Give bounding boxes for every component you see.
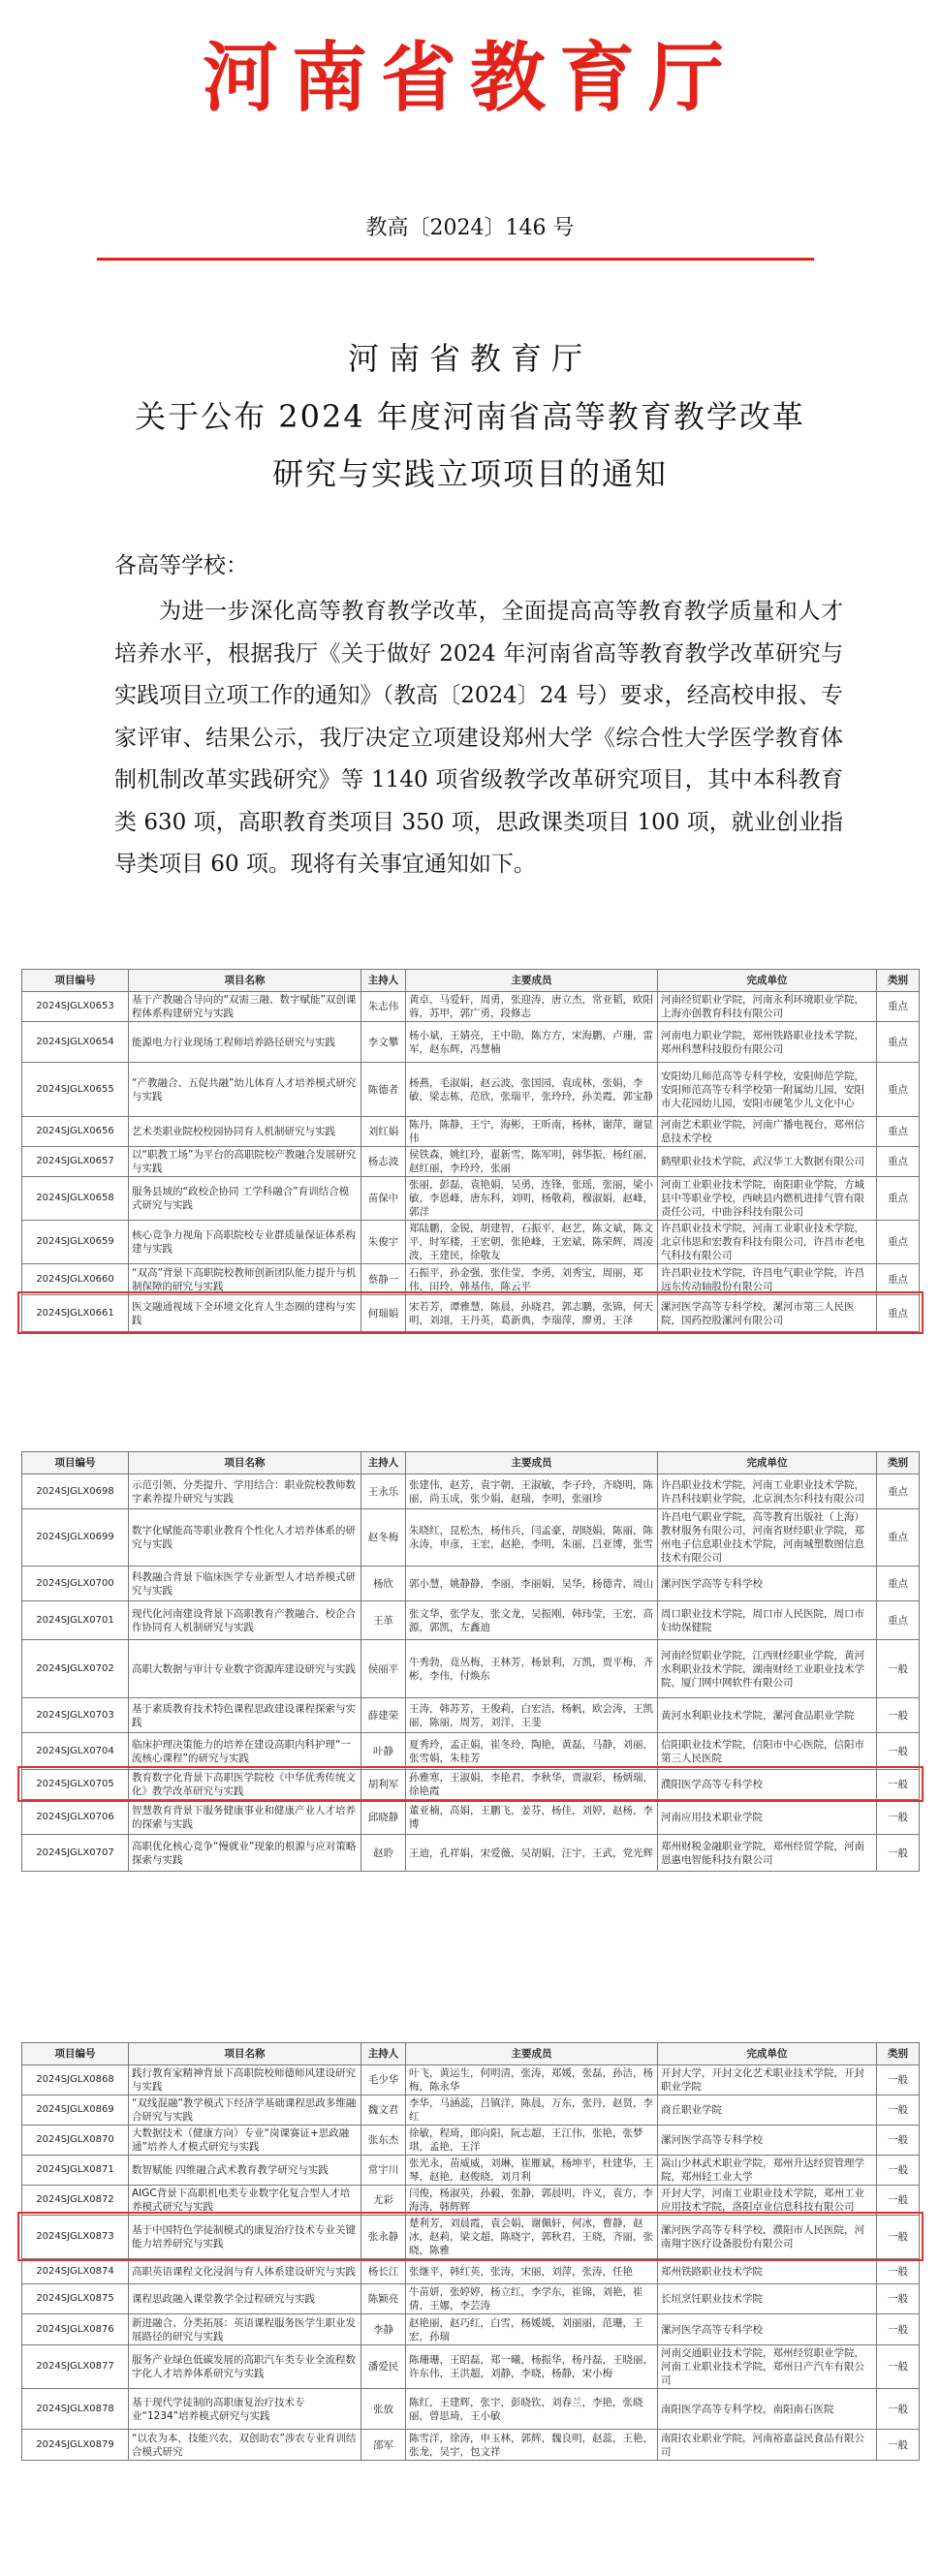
cell-unit: 漯河医学高等专科学校 [658, 1567, 877, 1601]
cell-cat: 一般 [877, 2126, 920, 2156]
column-header: 项目名称 [129, 2043, 361, 2065]
red-divider-line [97, 258, 814, 261]
column-header: 完成单位 [658, 970, 877, 992]
cell-name: 艺术类职业院校校园协同育人机制研究与实践 [129, 1117, 361, 1147]
table-row [22, 1800, 920, 1835]
cell-code: 2024SJGLX0872 [22, 2186, 129, 2216]
cell-host: 邱晓静 [361, 1800, 406, 1835]
cell-members: 张文华，张学友，张文龙，吴振刚，韩玮莹，王宏，高源，郭凯，左鑫迪 [406, 1601, 658, 1640]
cell-unit: 周口职业技术学院，周口市人民医院，周口市妇幼保健院 [658, 1601, 877, 1640]
cell-name: 现代化河南建设背景下高职教育产教融合、校企合作协同育人机制研究与实践 [129, 1601, 361, 1640]
cell-name: “双线混融”教学模式下经济学基础课程思政多维融合研究与实践 [129, 2095, 361, 2126]
cell-code: 2024SJGLX0704 [22, 1733, 129, 1770]
cell-members: 李华，马涵蕊，吕镇洋，陈晨，万东，张丹，赵贤，李红 [406, 2095, 658, 2126]
cell-members: 石振平，孙金强，张佳莹，李勇，刘秀宝，周丽，郑伟，田玲，韩基伟，陈云平 [406, 1264, 658, 1295]
notice-body: 为进一步深化高等教育教学改革，全面提高高等教育教学质量和人才培养水平，根据我厅《关于做好 2024 年河南省高等教育教学改革研究与实践项目立项工作的通知》（教高〔2024〕24 号）要求，经高校申报、专家评审、结果公示，我厅决定立项建设郑州大学《综合性大学医学教育体制机制改革实践研究》等 1140 项省级教学改革研究项目，其中本科教育类 630 项，高职教育类项目 350 项，思政课类项目 100 项，就业创业指导类项目 60 项。现将有关事宜通知如下。 [114, 599, 843, 877]
cell-name: 以“职教工场”为平台的高职院校产教融合发展研究与实践 [129, 1147, 361, 1177]
cell-members: 陈丹，陈静，王宁，海彬，王昕南，杨林，谢萍，谢显伟 [406, 1117, 658, 1147]
column-header: 项目编号 [22, 2043, 129, 2065]
cell-cat: 一般 [877, 2259, 920, 2284]
cell-unit: 河南经贸职业学院，江西财经职业学院，黄河水利职业技术学院，湖南财经工业职业技术学院，厦门网中网软件有限公司 [658, 1640, 877, 1698]
cell-cat: 一般 [877, 1770, 920, 1800]
cell-members: 楚利芳，刘晨霞，袁会娟，谢佩轩，何冰，曹静，赵冰，赵莉，梁文超，陈晓宇，郭秋君，王晓，齐丽，张晓，陈雅 [406, 2216, 658, 2259]
column-header: 完成单位 [658, 1452, 877, 1474]
cell-cat: 重点 [877, 992, 920, 1022]
table-row [22, 1835, 920, 1872]
cell-code: 2024SJGLX0656 [22, 1117, 129, 1147]
table-row [22, 1117, 920, 1147]
cell-cat: 重点 [877, 1295, 920, 1332]
table-row [22, 1063, 920, 1117]
cell-code: 2024SJGLX0878 [22, 2389, 129, 2430]
cell-members: 王涛，韩苏芳，王俊莉，白宏洁，杨帆，欧会涛，王凯丽，陈丽，周芳，刘洋，王斐 [406, 1698, 658, 1733]
table-row [22, 2284, 920, 2314]
cell-code: 2024SJGLX0874 [22, 2259, 129, 2284]
table-row [22, 2216, 920, 2259]
cell-unit: 漯河医学高等专科学校，濮阳市人民医院，河南翔宇医疗设备股份有限公司 [658, 2216, 877, 2259]
cell-members: 张丽，彭磊，袁艳娟，吴勇，连锋，张瑶，张丽，梁小敏，李恩峰，唐东科，刘明，杨敬莉，穆淑娟，赵峰，郭洋 [406, 1177, 658, 1221]
cell-unit: 河南艺术职业学院，河南广播电视台，郑州信息技术学校 [658, 1117, 877, 1147]
cell-host: 朱俊宇 [361, 1221, 406, 1264]
cell-code: 2024SJGLX0868 [22, 2065, 129, 2095]
table-row [22, 2259, 920, 2284]
cell-host: 魏文君 [361, 2095, 406, 2126]
column-header: 完成单位 [658, 2043, 877, 2065]
table-row [22, 2095, 920, 2126]
column-header: 项目名称 [129, 970, 361, 992]
table-header-row [22, 970, 920, 992]
cell-code: 2024SJGLX0699 [22, 1509, 129, 1567]
cell-name: 示范引领、分类提升、学用结合：职业院校教师数字素养提升研究与实践 [129, 1474, 361, 1509]
cell-host: 杨欣 [361, 1567, 406, 1601]
notice-issuer: 河南省教育厅 [347, 340, 592, 377]
cell-host: 毛少华 [361, 2065, 406, 2095]
cell-name: 基于素质教育技术特色课程思政建设课程探索与实践 [129, 1698, 361, 1733]
cell-host: 何瑞娟 [361, 1295, 406, 1332]
cell-name: “双高”背景下高职院校教师创新团队能力提升与机制保障的研究与实践 [129, 1264, 361, 1295]
cell-host: 潘爱民 [361, 2345, 406, 2389]
cell-unit: 安阳幼儿师范高等专科学校，安阳师范学院，安阳师范高等专科学校第一附属幼儿园，安阳市大花园幼儿园，安阳市硬笔少儿文化中心 [658, 1063, 877, 1117]
cell-name: 数字化赋能高等职业教育个性化人才培养体系的研究与实践 [129, 1509, 361, 1567]
cell-unit: 濮阳医学高等专科学校 [658, 1770, 877, 1800]
cell-unit: 许昌职业技术学院，河南工业职业技术学院，许昌科技职业学院，北京润杰尔科技有限公司 [658, 1474, 877, 1509]
cell-members: 徐敏，程琦，郎向阳，阮志超，王江伟，张艳，张梦琪，孟艳，王洋 [406, 2126, 658, 2156]
cell-members: 赵艳丽，赵巧红，白雪，杨媛媛，刘丽丽，范珊，王宏，孙瑞 [406, 2314, 658, 2345]
cell-members: 张继平，韩红英，张涛，宋丽，刘萍，张涛，任艳 [406, 2259, 658, 2284]
document-number: 教高〔2024〕146 号 [365, 216, 575, 240]
cell-code: 2024SJGLX0869 [22, 2095, 129, 2126]
cell-host: 赵聆 [361, 1835, 406, 1872]
cell-code: 2024SJGLX0707 [22, 1835, 129, 1872]
cell-members: 陈珊珊，王昭磊，郑一曦，杨振华，杨丹磊，王晓丽，许东伟，王洪超，刘静，李晓，杨静，宋小梅 [406, 2345, 658, 2389]
cell-host: 王革 [361, 1601, 406, 1640]
cell-host: 张放 [361, 2389, 406, 2430]
cell-code: 2024SJGLX0654 [22, 1022, 129, 1063]
table-row [22, 1295, 920, 1332]
column-header: 主要成员 [406, 970, 658, 992]
table-row [22, 1698, 920, 1733]
table-row [22, 2065, 920, 2095]
cell-cat: 一般 [877, 2389, 920, 2430]
cell-host: 朱志伟 [361, 992, 406, 1022]
cell-code: 2024SJGLX0873 [22, 2216, 129, 2259]
cell-members: 黄卓，马爱轩，周勇，张迎涛，唐立杰，常亚韬，欧阳蓉，苏甲，郭广勇，段修志 [406, 992, 658, 1022]
cell-cat: 重点 [877, 1147, 920, 1177]
cell-cat: 一般 [877, 2186, 920, 2216]
cell-code: 2024SJGLX0660 [22, 1264, 129, 1295]
cell-cat: 一般 [877, 1835, 920, 1872]
cell-host: 蔡静一 [361, 1264, 406, 1295]
cell-cat: 一般 [877, 2065, 920, 2095]
cell-host: 李静 [361, 2314, 406, 2345]
table-row [22, 1177, 920, 1221]
cell-unit: 河南电力职业学院，郑州铁路职业技术学院，郑州科慧科技股份有限公司 [658, 1022, 877, 1063]
table-row [22, 2126, 920, 2156]
cell-unit: 河南经贸职业学院，河南永利环境职业学院，上海亦创教育科技有限公司 [658, 992, 877, 1022]
cell-name: 智慧教育背景下服务健康事业和健康产业人才培养的探索与实践 [129, 1800, 361, 1835]
cell-cat: 一般 [877, 1698, 920, 1733]
cell-code: 2024SJGLX0659 [22, 1221, 129, 1264]
cell-members: 郭小慧，姚静静，李丽，李丽娟，吴华，杨德青，周山 [406, 1567, 658, 1601]
cell-cat: 重点 [877, 1509, 920, 1567]
cell-code: 2024SJGLX0658 [22, 1177, 129, 1221]
cell-host: 侯丽平 [361, 1640, 406, 1698]
cell-members: 夏秀玲，孟正娟，崔冬玲，陶艳，黄磊，马静，刘丽，张雪娟，朱桂芳 [406, 1733, 658, 1770]
cell-unit: 商丘职业学院 [658, 2095, 877, 2126]
cell-name: 能源电力行业现场工程师培养路径研究与实践 [129, 1022, 361, 1063]
cell-cat: 一般 [877, 2314, 920, 2345]
cell-host: 薛建荣 [361, 1698, 406, 1733]
cell-cat: 重点 [877, 1117, 920, 1147]
cell-code: 2024SJGLX0698 [22, 1474, 129, 1509]
table-row [22, 2430, 920, 2461]
cell-unit: 信阳职业技术学院，信阳市中心医院，信阳市第三人民医院 [658, 1733, 877, 1770]
cell-members: 叶飞，黄运生，何明清，张涛，郑媛，张磊，孙洁，杨梅，陈永华 [406, 2065, 658, 2095]
cell-cat: 重点 [877, 1063, 920, 1117]
notice-title-line-1: 关于公布 2024 年度河南省高等教育教学改革 [135, 398, 805, 435]
column-header: 主要成员 [406, 2043, 658, 2065]
cell-name: 核心竞争力视角下高职院校专业群质量保证体系构建与实践 [129, 1221, 361, 1264]
cell-host: 李文攀 [361, 1022, 406, 1063]
table-row [22, 1022, 920, 1063]
cell-members: 牛苗妍，张婷婷，杨立红，李学东，崔锦，刘艳，崔倩，王娜，李芸涛 [406, 2284, 658, 2314]
table-row [22, 1567, 920, 1601]
cell-name: AIGC背景下高职机电类专业数字化复合型人才培养模式研究与实践 [129, 2186, 361, 2216]
table-row [22, 2156, 920, 2186]
cell-name: “产教融合、五促共融”幼儿体育人才培养模式研究与实践 [129, 1063, 361, 1117]
cell-code: 2024SJGLX0661 [22, 1295, 129, 1332]
salutation: 各高等学校： [114, 553, 248, 578]
cell-code: 2024SJGLX0871 [22, 2156, 129, 2186]
cell-host: 常宇川 [361, 2156, 406, 2186]
cell-members: 闫俊，杨淑英，孙毅，张静，郭晨明，许义，袁方，李海涛，韩辉辉 [406, 2186, 658, 2216]
cell-cat: 一般 [877, 2284, 920, 2314]
cell-unit: 开封大学，开封文化艺术职业技术学院，开封职业学院 [658, 2065, 877, 2095]
column-header: 类别 [877, 970, 920, 992]
cell-code: 2024SJGLX0877 [22, 2345, 129, 2389]
cell-name: 高职英语课程文化浸润与育人体系建设研究与实践 [129, 2259, 361, 2284]
cell-cat: 重点 [877, 1567, 920, 1601]
cell-name: 基于中国特色学徒制模式的康复治疗技术专业关键能力培养研究与实践 [129, 2216, 361, 2259]
cell-name: 基于现代学徒制的高职康复治疗技术专业“1234”培养模式研究与实践 [129, 2389, 361, 2430]
cell-cat: 重点 [877, 1264, 920, 1295]
table-row [22, 2345, 920, 2389]
column-header: 主要成员 [406, 1452, 658, 1474]
cell-unit: 嵩山少林武术职业学院，郑州升达经贸管理学院，郑州轻工业大学 [658, 2156, 877, 2186]
table-row [22, 1509, 920, 1567]
table-row [22, 1733, 920, 1770]
cell-members: 杨燕，毛淑娟，赵云波，张国园，袁成林，张娟，李敏，梁志栋，范欣，张瑞平，张玲玲，孙美霞，郭宝静 [406, 1063, 658, 1117]
cell-members: 张建伟，赵芳，袁宇朝，王淑敏，李子玲，齐晓明，陈丽，尚玉成，张少娟，赵瑞，李明，张丽珍 [406, 1474, 658, 1509]
cell-members: 宋若芳，谭雅慧，陈晨，孙晓君，郭志鹏，张锦，何天明，刘翊，王丹英，葛新典，李瑞萍，廖勇，王泽 [406, 1295, 658, 1332]
cell-name: 课程思政融入课堂教学全过程研究与实践 [129, 2284, 361, 2314]
table-row [22, 1770, 920, 1800]
cell-unit: 漯河医学高等专科学校 [658, 2314, 877, 2345]
cell-unit: 许昌职业技术学院，河南工业职业技术学院，北京伟思和宏教育科技有限公司，许昌市老电气科技有限公司 [658, 1221, 877, 1264]
table-row [22, 2389, 920, 2430]
cell-cat: 一般 [877, 2345, 920, 2389]
cell-code: 2024SJGLX0706 [22, 1800, 129, 1835]
cell-host: 刘红娟 [361, 1117, 406, 1147]
cell-cat: 一般 [877, 1640, 920, 1698]
cell-unit: 河南工业职业技术学院，南阳职业学院，方城县中等职业学校，西峡县内燃机进排气管有限责任公司，中曲谷科技有限公司 [658, 1177, 877, 1221]
cell-unit: 黄河水利职业技术学院，漯河食品职业学院 [658, 1698, 877, 1733]
cell-name: 临床护理决策能力的培养在建设高职内科护理“一流核心课程”的研究与实践 [129, 1733, 361, 1770]
cell-code: 2024SJGLX0870 [22, 2126, 129, 2156]
column-header: 主持人 [361, 2043, 406, 2065]
cell-code: 2024SJGLX0700 [22, 1567, 129, 1601]
cell-unit: 鹤壁职业技术学院，武汉华工大数据有限公司 [658, 1147, 877, 1177]
cell-unit: 河南交通职业技术学院，郑州经贸职业学院，河南工业职业技术学院，郑州日产汽车有限公司 [658, 2345, 877, 2389]
cell-host: 杨志波 [361, 1147, 406, 1177]
cell-name: “以农为本，技能兴农，双创助农”涉农专业育训结合模式研究 [129, 2430, 361, 2461]
cell-host: 张东杰 [361, 2126, 406, 2156]
cell-unit: 长垣烹饪职业技术学院 [658, 2284, 877, 2314]
cell-unit: 漯河医学高等专科学校，漯河市第三人民医院，国药控股漯河有限公司 [658, 1295, 877, 1332]
cell-cat: 一般 [877, 2430, 920, 2461]
cell-name: 践行教育家精神背景下高职院校师德师风建设研究与实践 [129, 2065, 361, 2095]
table-row [22, 2186, 920, 2216]
cell-unit: 南阳医学高等专科学校，南阳南石医院 [658, 2389, 877, 2430]
cell-unit: 郑州铁路职业技术学院 [658, 2259, 877, 2284]
cell-members: 孙雅寒，王淑娟，李艳君，李秋华，贾淑彩，杨炳瑞，徐艳霞 [406, 1770, 658, 1800]
cell-host: 陈德者 [361, 1063, 406, 1117]
cell-members: 王迪，孔祥娟，宋爱薇，吴胡娟，汪宇，王武，党光辉 [406, 1835, 658, 1872]
cell-host: 尤彩 [361, 2186, 406, 2216]
cell-members: 郑陆鹏，金锐，胡建智，石振平，赵艺，陈文斌，陈文平，时军楼，王宏朝，张艳峰，王宏斌，陈荣辉，周凌波，王建民，徐敬友 [406, 1221, 658, 1264]
cell-members: 陈红，王建辉，张宇，彭晓钦，刘春兰，李艳，张晓丽，曾思琦，王小敏 [406, 2389, 658, 2430]
table-header-row [22, 1452, 920, 1474]
cell-host: 张永静 [361, 2216, 406, 2259]
cell-code: 2024SJGLX0655 [22, 1063, 129, 1117]
cell-code: 2024SJGLX0879 [22, 2430, 129, 2461]
column-header: 项目编号 [22, 1452, 129, 1474]
project-table-1 [21, 969, 920, 1332]
cell-cat: 一般 [877, 1733, 920, 1770]
cell-cat: 一般 [877, 2156, 920, 2186]
column-header: 主持人 [361, 970, 406, 992]
cell-host: 邵军 [361, 2430, 406, 2461]
cell-host: 叶静 [361, 1733, 406, 1770]
cell-code: 2024SJGLX0703 [22, 1698, 129, 1733]
cell-code: 2024SJGLX0653 [22, 992, 129, 1022]
cell-unit: 河南应用技术职业学院 [658, 1800, 877, 1835]
table-row [22, 992, 920, 1022]
cell-code: 2024SJGLX0876 [22, 2314, 129, 2345]
cell-name: 高职大数据与审计专业数字资源库建设研究与实践 [129, 1640, 361, 1698]
column-header: 项目编号 [22, 970, 129, 992]
cell-unit: 开封大学，河南工业职业技术学院，郑州工业应用技术学院，洛阳卓业信息科技有限公司 [658, 2186, 877, 2216]
table-row [22, 1264, 920, 1295]
cell-cat: 一般 [877, 2095, 920, 2126]
cell-unit: 郑州财税金融职业学院，郑州经贸学院，河南恩惠电智能科技有限公司 [658, 1835, 877, 1872]
cell-cat: 重点 [877, 1177, 920, 1221]
issuer-header: 河南省教育厅 [202, 34, 737, 122]
cell-unit: 南阳农业职业学院，河南裕嘉益民食品有限公司 [658, 2430, 877, 2461]
cell-host: 陈颖亮 [361, 2284, 406, 2314]
cell-unit: 许昌职业技术学院，许昌电气职业学院，许昌远东传动轴股份有限公司 [658, 1264, 877, 1295]
cell-name: 服务产业绿色低碳发展的高职汽车类专业全流程数字化人才培养体系研究与实践 [129, 2345, 361, 2389]
cell-code: 2024SJGLX0875 [22, 2284, 129, 2314]
cell-name: 服务县域的“政校企协同 工学科融合”育训结合模式研究与实践 [129, 1177, 361, 1221]
cell-name: 数智赋能 四维融合武术教育教学研究与实践 [129, 2156, 361, 2186]
cell-name: 基于产教融合导向的“双需三融、数字赋能”双创课程体系构建研究与实践 [129, 992, 361, 1022]
cell-members: 牛秀勃，竟丛梅，王林芳，杨景利，万凯，贾平梅，齐彬，李伟，付焕东 [406, 1640, 658, 1698]
table-row [22, 1640, 920, 1698]
cell-name: 大数据技术（健康方向）专业“岗课赛证+思政融通”培养人才模式研究与实践 [129, 2126, 361, 2156]
project-table-2 [21, 1451, 920, 1872]
column-header: 类别 [877, 2043, 920, 2065]
cell-host: 杨长江 [361, 2259, 406, 2284]
table-row [22, 1601, 920, 1640]
cell-cat: 重点 [877, 1474, 920, 1509]
cell-cat: 重点 [877, 1221, 920, 1264]
cell-name: 高职优化核心竞争“慢就业”现象的根源与应对策略探索与实践 [129, 1835, 361, 1872]
table-row [22, 1147, 920, 1177]
cell-name: 教育数字化背景下高职医学院校《中华优秀传统文化》教学改革研究与实践 [129, 1770, 361, 1800]
cell-host: 王永乐 [361, 1474, 406, 1509]
table-row [22, 1474, 920, 1509]
cell-cat: 一般 [877, 1800, 920, 1835]
cell-unit: 漯河医学高等专科学校 [658, 2126, 877, 2156]
cell-host: 苗保中 [361, 1177, 406, 1221]
cell-code: 2024SJGLX0702 [22, 1640, 129, 1698]
notice-title-line-2: 研究与实践立项项目的通知 [271, 455, 668, 492]
cell-members: 杨小斌，王婧亮，王中勋，陈方方，宋海鹏，卢珊，雷军，赵东辉，冯慧楠 [406, 1022, 658, 1063]
table-row [22, 2314, 920, 2345]
cell-members: 朱晓红，昆松杰，杨伟兵，闫孟豪，胡晓娟，陈丽，陈永涛，申彦，王宏，赵艳，李明，朱丽，吕亚博，张雪 [406, 1509, 658, 1567]
cell-host: 胡利军 [361, 1770, 406, 1800]
cell-members: 张光永，苗威威，刘琳，崔雁斌，杨坤平，杜建华，王琴，赵艳，赵俊晓，刘月利 [406, 2156, 658, 2186]
cell-members: 侯铁森，姚红玲，翟新雪，陈军明，韩华振，杨红丽，赵红丽，李玲玲，张丽 [406, 1147, 658, 1177]
column-header: 项目名称 [129, 1452, 361, 1474]
cell-code: 2024SJGLX0705 [22, 1770, 129, 1800]
cell-code: 2024SJGLX0701 [22, 1601, 129, 1640]
table-row [22, 1221, 920, 1264]
cell-cat: 重点 [877, 1022, 920, 1063]
cell-unit: 许昌电气职业学院，高等教育出版社（上海）教材服务有限公司，河南省财经职业学院，郑州电子信息职业技术学院，河南城塑数图信息技术有限公司 [658, 1509, 877, 1567]
table-header-row [22, 2043, 920, 2065]
cell-cat: 一般 [877, 2216, 920, 2259]
cell-members: 董亚楠，高娟，王鹏飞，姜芬，杨佳，刘婷，赵杨，李博 [406, 1800, 658, 1835]
cell-host: 赵冬梅 [361, 1509, 406, 1567]
project-table-3 [21, 2042, 920, 2461]
column-header: 类别 [877, 1452, 920, 1474]
cell-name: 新进融合、分类拓展：英语课程服务医学生职业发展路径的研究与实践 [129, 2314, 361, 2345]
column-header: 主持人 [361, 1452, 406, 1474]
cell-name: 医文融通视域下全环境文化育人生态圈的建构与实践 [129, 1295, 361, 1332]
cell-members: 陈雪洋，徐涛，申玉林，郭辉，魏良明，赵蕊，王艳，张龙，吴宇，包文祥 [406, 2430, 658, 2461]
cell-code: 2024SJGLX0657 [22, 1147, 129, 1177]
cell-name: 科教融合背景下临床医学专业新型人才培养模式研究与实践 [129, 1567, 361, 1601]
cell-cat: 重点 [877, 1601, 920, 1640]
